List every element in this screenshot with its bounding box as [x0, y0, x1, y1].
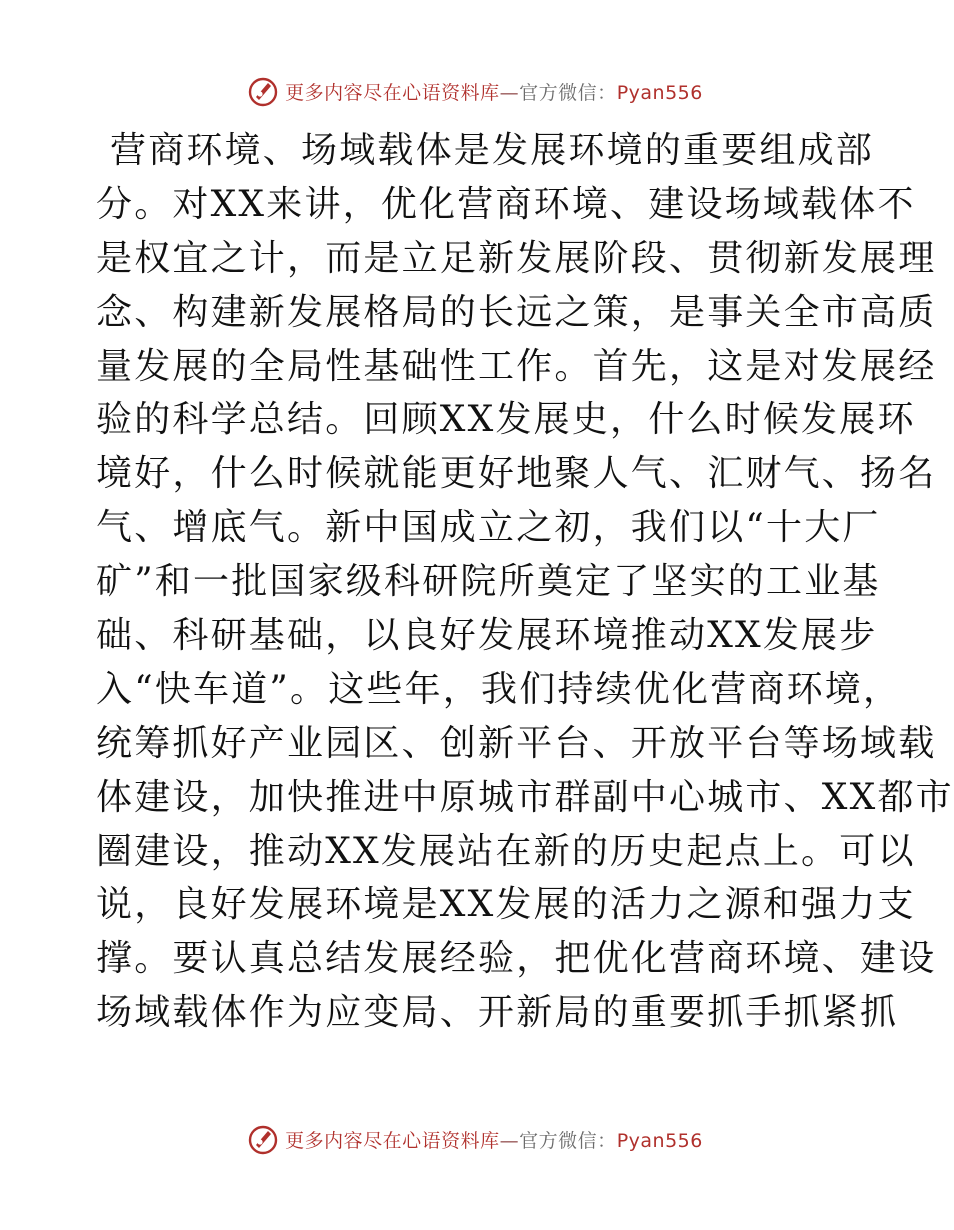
body-line-7: 境好，什么时候就能更好地聚人气、汇财气、扬名 — [96, 453, 937, 495]
body-line-15: 说，良好发展环境是XX发展的活力之源和强力支 — [96, 884, 916, 926]
body-line-3: 是权宜之计，而是立足新发展阶段、贯彻新发展理 — [96, 237, 937, 279]
brand-logo-icon — [247, 1123, 279, 1155]
body-line-14: 圈建设，推动XX发展站在新的历史起点上。可以 — [96, 830, 916, 872]
footer-banner — [0, 1122, 950, 1156]
brand-logo-icon — [247, 75, 279, 107]
body-line-2: 分。对XX来讲，优化营商环境、建设场域载体不 — [96, 183, 916, 225]
document-body — [96, 124, 954, 1040]
body-line-10: 础、科研基础，以良好发展环境推动XX发展步 — [96, 615, 878, 657]
footer-banner-text — [285, 1126, 703, 1153]
footer-wechat-id: Pyan556 — [616, 1129, 703, 1152]
footer-site-text: 更多内容尽在心语资料库 — [285, 1129, 500, 1152]
footer-wechat-label: 官方微信： — [519, 1129, 617, 1152]
body-line-4: 念、构建新发展格局的长远之策，是事关全市高质 — [96, 291, 937, 333]
body-line-13: 体建设，加快推进中原城市群副中心城市、XX都市 — [96, 776, 954, 818]
body-line-5: 量发展的全局性基础性工作。首先，这是对发展经 — [96, 345, 937, 387]
body-line-9: 矿”和一批国家级科研院所奠定了坚实的工业基 — [96, 561, 881, 603]
body-line-6: 验的科学总结。回顾XX发展史，什么时候发展环 — [96, 399, 916, 441]
header-site-text: 更多内容尽在心语资料库 — [285, 81, 500, 104]
footer-separator: — — [499, 1129, 520, 1152]
body-line-12: 统筹抓好产业园区、创新平台、开放平台等场域载 — [96, 722, 937, 764]
header-wechat-id: Pyan556 — [616, 81, 703, 104]
body-line-8: 气、增底气。新中国成立之初，我们以“十大厂 — [96, 507, 881, 549]
header-banner-text — [285, 78, 703, 105]
header-wechat-label: 官方微信： — [519, 81, 617, 104]
body-line-1: 营商环境、场域载体是发展环境的重要组成部 — [110, 130, 875, 171]
body-line-17: 场域载体作为应变局、开新局的重要抓手抓紧抓 — [96, 992, 899, 1034]
body-line-16: 撑。要认真总结发展经验，把优化营商环境、建设 — [96, 938, 937, 980]
header-separator: — — [499, 81, 520, 104]
body-line-11: 入“快车道”。这些年，我们持续优化营商环境， — [96, 668, 902, 710]
header-banner — [0, 74, 950, 108]
